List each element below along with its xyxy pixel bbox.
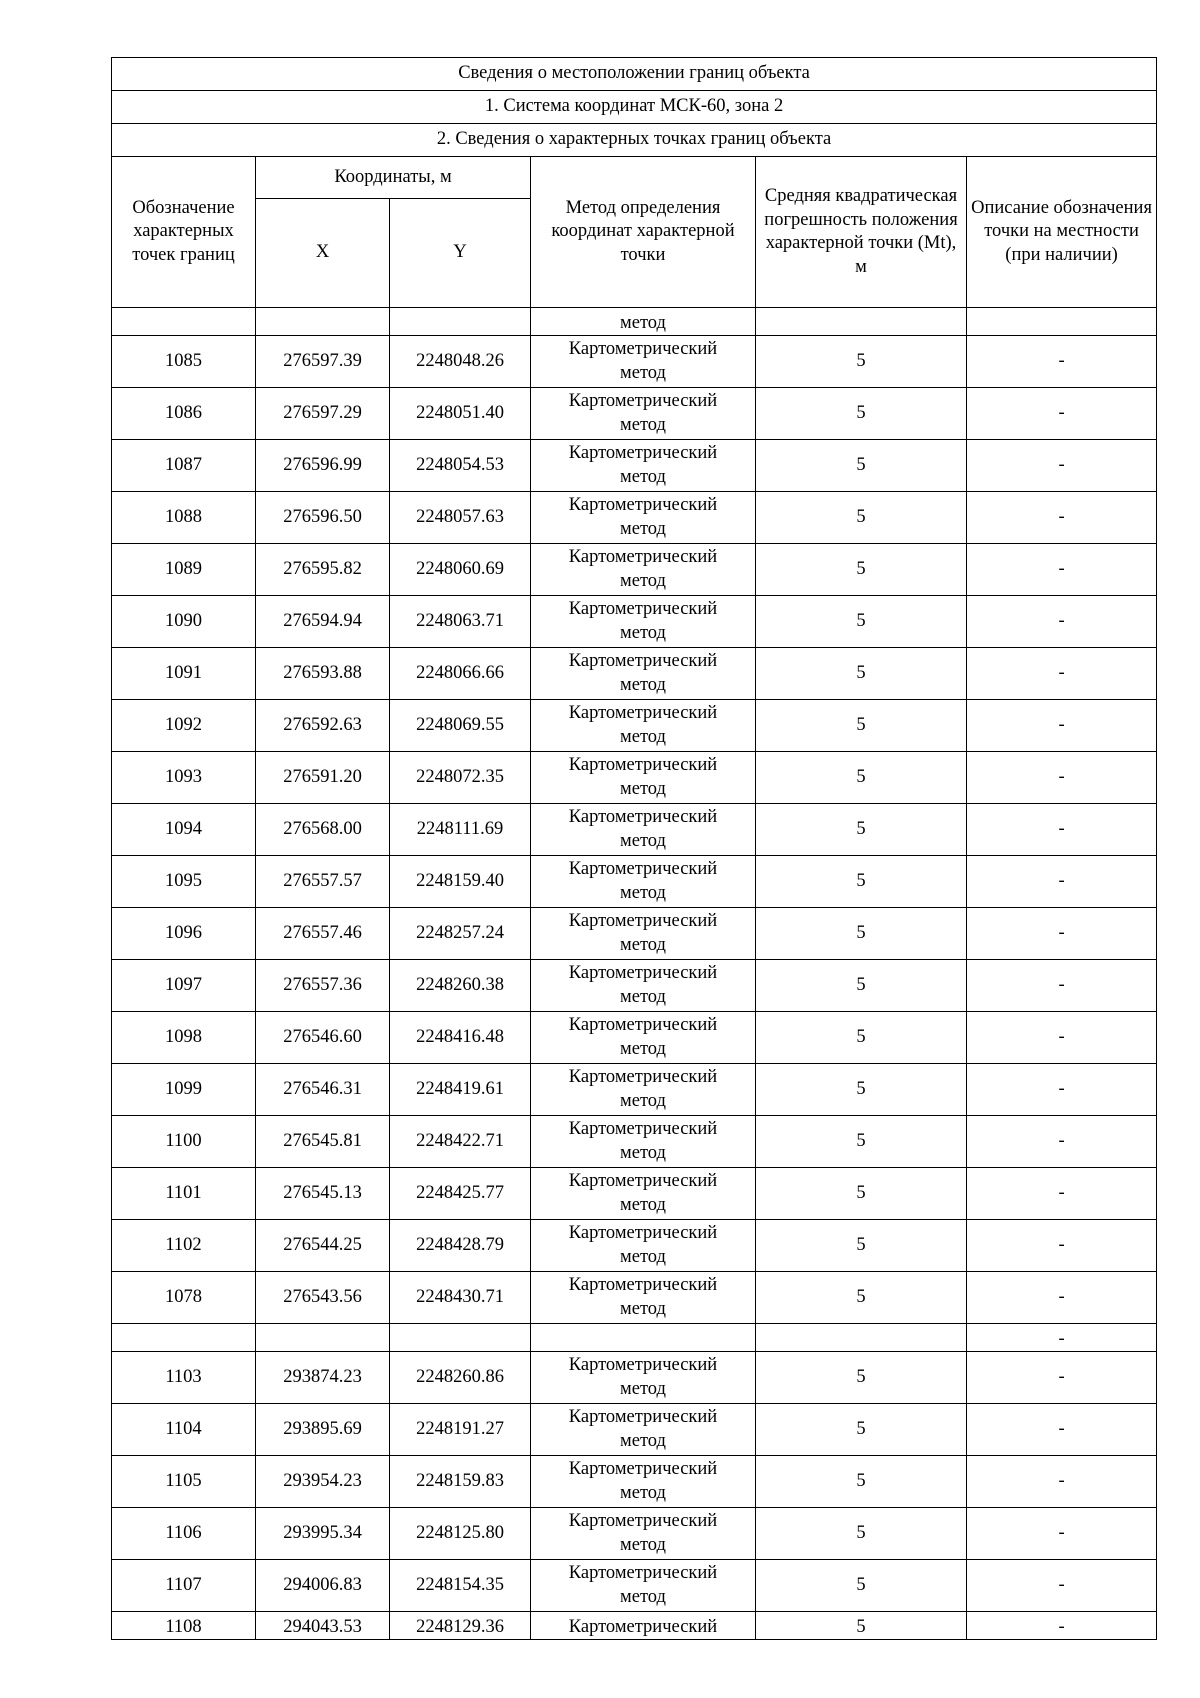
error-cell: 5 [756,1272,967,1324]
y-coordinate-cell: 2248054.53 [390,440,531,492]
table-row [112,1012,1157,1064]
description-cell: - [967,440,1157,492]
method-line-1: Картометрический [568,1407,718,1427]
x-coordinate-cell: 276543.56 [256,1272,390,1324]
method-line-1: Картометрический [568,599,718,619]
error-cell: 5 [756,1404,967,1456]
method-cell [531,1116,756,1168]
method-line-1: Картометрический [568,547,718,567]
description-cell: - [967,700,1157,752]
y-coordinate-cell: 2248066.66 [390,648,531,700]
table-row [112,1272,1157,1324]
method-cell [531,336,756,388]
method-line-1: Картометрический [568,1511,718,1531]
method-cell [531,1612,756,1640]
point-id-cell: 1103 [112,1352,256,1404]
table-row [112,1116,1157,1168]
description-cell: - [967,1560,1157,1612]
method-line-2: метод [620,726,666,747]
method-line-1: Картометрический [568,443,718,463]
table-row [112,440,1157,492]
table-row [112,388,1157,440]
table-row [112,596,1157,648]
method-line-2: метод [620,1194,666,1215]
error-cell: 5 [756,648,967,700]
x-coordinate-cell: 276546.60 [256,1012,390,1064]
method-line-2: метод [620,1090,666,1111]
y-coordinate-cell: 2248060.69 [390,544,531,596]
error-cell: 5 [756,1168,967,1220]
description-cell: - [967,752,1157,804]
point-id-cell: 1094 [112,804,256,856]
y-coordinate-cell: 2248257.24 [390,908,531,960]
y-coordinate-cell: 2248057.63 [390,492,531,544]
point-id-cell: 1090 [112,596,256,648]
y-coordinate-cell: 2248419.61 [390,1064,531,1116]
y-coordinate-cell: 2248159.40 [390,856,531,908]
x-coordinate-cell: 293954.23 [256,1456,390,1508]
y-coordinate-cell: 2248425.77 [390,1168,531,1220]
point-id-cell: 1101 [112,1168,256,1220]
table-row [112,1064,1157,1116]
table-row [112,804,1157,856]
method-line-1: Картометрический [568,1459,718,1479]
point-id-cell: 1092 [112,700,256,752]
method-line-1: Картометрический [568,1067,718,1087]
error-cell: 5 [756,1064,967,1116]
method-line-1: Картометрический [568,339,718,359]
point-id-cell: 1097 [112,960,256,1012]
method-line-1: Картометрический [568,1223,718,1243]
method-line-1: Картометрический [568,1119,718,1139]
x-coordinate-cell: 294043.53 [256,1612,390,1640]
col-header-description: Описание обозначения точки на местности (при наличии) [967,157,1157,308]
method-line-1: Картометрический [568,495,718,515]
description-cell: - [967,336,1157,388]
method-line-2: метод [620,1378,666,1399]
table-row [112,908,1157,960]
table-title: Сведения о местоположении границ объекта [112,58,1157,91]
table-row [112,1404,1157,1456]
description-cell: - [967,1456,1157,1508]
table-row [112,1352,1157,1404]
table-row [112,1456,1157,1508]
method-cell [531,1404,756,1456]
y-coordinate-cell: 2248428.79 [390,1220,531,1272]
description-cell: - [967,1272,1157,1324]
method-line-2: метод [620,1298,666,1319]
y-coordinate-cell: 2248154.35 [390,1560,531,1612]
error-cell: 5 [756,856,967,908]
method-cell [531,648,756,700]
table-row [112,1560,1157,1612]
table-row [112,960,1157,1012]
error-cell: 5 [756,1508,967,1560]
x-coordinate-cell: 276545.13 [256,1168,390,1220]
method-line-2: метод [620,1586,666,1607]
method-line-1: Картометрический [568,1563,718,1583]
table-row [112,1220,1157,1272]
method-line-2: метод [620,414,666,435]
method-line-2: метод [620,570,666,591]
table-row [112,648,1157,700]
point-id-cell: 1105 [112,1456,256,1508]
method-cell [531,1560,756,1612]
method-cell [531,596,756,648]
col-header-y: Y [390,199,531,308]
point-id-cell: 1091 [112,648,256,700]
method-line-1: Картометрический [568,911,718,931]
x-coordinate-cell: 276592.63 [256,700,390,752]
y-coordinate-cell: 2248048.26 [390,336,531,388]
x-coordinate-cell: 276597.29 [256,388,390,440]
method-cell: метод [531,308,756,336]
point-id-cell: 1096 [112,908,256,960]
table-row [112,544,1157,596]
method-cell [531,1508,756,1560]
description-cell: - [967,1168,1157,1220]
error-cell: 5 [756,440,967,492]
method-cell [531,856,756,908]
point-id-cell: 1086 [112,388,256,440]
x-coordinate-cell: 276596.99 [256,440,390,492]
method-line-2: метод [620,1142,666,1163]
description-cell: - [967,492,1157,544]
x-coordinate-cell: 276557.57 [256,856,390,908]
point-id-cell: 1104 [112,1404,256,1456]
y-coordinate-cell: 2248191.27 [390,1404,531,1456]
method-line-2: метод [620,362,666,383]
y-coordinate-cell: 2248260.38 [390,960,531,1012]
point-id-cell: 1078 [112,1272,256,1324]
method-cell [531,440,756,492]
method-cell [531,752,756,804]
error-cell: 5 [756,1352,967,1404]
method-cell [531,544,756,596]
error-cell: 5 [756,1456,967,1508]
error-cell: 5 [756,908,967,960]
error-cell: 5 [756,388,967,440]
point-id-cell: 1095 [112,856,256,908]
empty-cell [256,1324,390,1352]
empty-cell [112,1324,256,1352]
method-cell [531,700,756,752]
error-cell: 5 [756,544,967,596]
table-row [112,1168,1157,1220]
description-cell: - [967,908,1157,960]
error-cell: 5 [756,1560,967,1612]
method-cell [531,1012,756,1064]
description-cell: - [967,544,1157,596]
description-cell: - [967,1012,1157,1064]
y-coordinate-cell: 2248069.55 [390,700,531,752]
y-coordinate-cell: 2248129.36 [390,1612,531,1640]
method-line-1: Картометрический [568,1616,718,1637]
method-line-2: метод [620,778,666,799]
description-cell: - [967,1220,1157,1272]
x-coordinate-cell: 276568.00 [256,804,390,856]
method-line-1: Картометрический [568,1171,718,1191]
error-cell: 5 [756,596,967,648]
method-cell [531,1064,756,1116]
method-cell [531,804,756,856]
method-cell [531,1220,756,1272]
table-row [112,1508,1157,1560]
error-cell: 5 [756,700,967,752]
x-coordinate-cell: 276545.81 [256,1116,390,1168]
point-id-cell: 1107 [112,1560,256,1612]
point-id-cell: 1108 [112,1612,256,1640]
error-cell: 5 [756,960,967,1012]
method-line-2: метод [620,518,666,539]
method-line-1: Картометрический [568,1015,718,1035]
x-coordinate-cell: 276544.25 [256,1220,390,1272]
col-header-x: X [256,199,390,308]
x-coordinate-cell: 276595.82 [256,544,390,596]
method-cell [531,388,756,440]
table-row [112,752,1157,804]
description-cell: - [967,960,1157,1012]
method-line-2: метод [620,986,666,1007]
method-cell [531,1168,756,1220]
boundary-points-table [111,57,1157,1640]
method-line-1: Картометрический [568,391,718,411]
table-row-separator [112,1324,1157,1352]
x-coordinate-cell: 276557.36 [256,960,390,1012]
method-line-1: Картометрический [568,859,718,879]
error-cell: 5 [756,492,967,544]
coordinate-system: 1. Система координат МСК-60, зона 2 [112,91,1157,124]
col-header-point: Обозначение характерных точек границ [112,157,256,308]
description-cell: - [967,1064,1157,1116]
y-coordinate-cell: 2248063.71 [390,596,531,648]
y-coordinate-cell: 2248051.40 [390,388,531,440]
y-coordinate-cell: 2248159.83 [390,1456,531,1508]
y-coordinate-cell: 2248430.71 [390,1272,531,1324]
method-line-1: Картометрический [568,1275,718,1295]
error-cell: 5 [756,1116,967,1168]
method-line-1: Картометрический [568,755,718,775]
col-header-method: Метод определения координат характерной точки [531,157,756,308]
description-cell: - [967,596,1157,648]
x-coordinate-cell: 294006.83 [256,1560,390,1612]
x-coordinate-cell: 293874.23 [256,1352,390,1404]
error-cell: 5 [756,1220,967,1272]
method-cell [531,1272,756,1324]
table-row [112,856,1157,908]
method-line-1: Картометрический [568,963,718,983]
method-line-2: метод [620,466,666,487]
description-cell: - [967,388,1157,440]
empty-cell [756,1324,967,1352]
y-coordinate-cell: 2248260.86 [390,1352,531,1404]
point-id-cell: 1098 [112,1012,256,1064]
description-cell: - [967,1324,1157,1352]
method-line-1: Картометрический [568,651,718,671]
method-line-1: Картометрический [568,1355,718,1375]
table-row-fragment [112,308,1157,336]
col-header-coords: Координаты, м [256,157,531,199]
error-cell: 5 [756,1012,967,1064]
description-cell: - [967,804,1157,856]
y-coordinate-cell: 2248125.80 [390,1508,531,1560]
x-coordinate-cell: 276591.20 [256,752,390,804]
error-cell: 5 [756,752,967,804]
method-line-2: метод [620,1038,666,1059]
x-coordinate-cell: 276594.94 [256,596,390,648]
table-row [112,336,1157,388]
x-coordinate-cell: 293995.34 [256,1508,390,1560]
table-row [112,1612,1157,1640]
point-id-cell: 1088 [112,492,256,544]
method-line-2: метод [620,830,666,851]
y-coordinate-cell: 2248416.48 [390,1012,531,1064]
table-row [112,700,1157,752]
point-id-cell: 1087 [112,440,256,492]
description-cell: - [967,1508,1157,1560]
method-line-2: метод [620,1534,666,1555]
y-coordinate-cell: 2248422.71 [390,1116,531,1168]
table-row [112,492,1157,544]
point-id-cell: 1102 [112,1220,256,1272]
y-coordinate-cell: 2248072.35 [390,752,531,804]
point-id-cell: 1100 [112,1116,256,1168]
y-coordinate-cell: 2248111.69 [390,804,531,856]
method-line-2: метод [620,1430,666,1451]
method-cell [531,960,756,1012]
x-coordinate-cell: 276557.46 [256,908,390,960]
point-id-cell: 1093 [112,752,256,804]
error-cell: 5 [756,804,967,856]
x-coordinate-cell: 293895.69 [256,1404,390,1456]
method-line-2: метод [620,1482,666,1503]
point-id-cell: 1085 [112,336,256,388]
description-cell: - [967,1404,1157,1456]
method-line-1: Картометрический [568,703,718,723]
x-coordinate-cell: 276593.88 [256,648,390,700]
method-cell [531,908,756,960]
method-line-2: метод [620,674,666,695]
point-id-cell: 1099 [112,1064,256,1116]
method-line-2: метод [620,1246,666,1267]
x-coordinate-cell: 276597.39 [256,336,390,388]
method-line-2: метод [620,882,666,903]
error-cell: 5 [756,336,967,388]
col-header-error: Средняя квадратическая погрешность положения характерной точки (Mt), м [756,157,967,308]
point-id-cell: 1089 [112,544,256,596]
method-line-2: метод [620,622,666,643]
description-cell: - [967,856,1157,908]
description-cell: - [967,1352,1157,1404]
description-cell: - [967,648,1157,700]
method-cell [531,1352,756,1404]
error-cell: 5 [756,1612,967,1640]
method-cell [531,1456,756,1508]
description-cell: - [967,1116,1157,1168]
empty-cell [531,1324,756,1352]
method-cell [531,492,756,544]
point-id-cell: 1106 [112,1508,256,1560]
x-coordinate-cell: 276596.50 [256,492,390,544]
x-coordinate-cell: 276546.31 [256,1064,390,1116]
empty-cell [390,1324,531,1352]
description-cell: - [967,1612,1157,1640]
method-line-2: метод [620,934,666,955]
section-heading: 2. Сведения о характерных точках границ объекта [112,124,1157,157]
method-line-1: Картометрический [568,807,718,827]
